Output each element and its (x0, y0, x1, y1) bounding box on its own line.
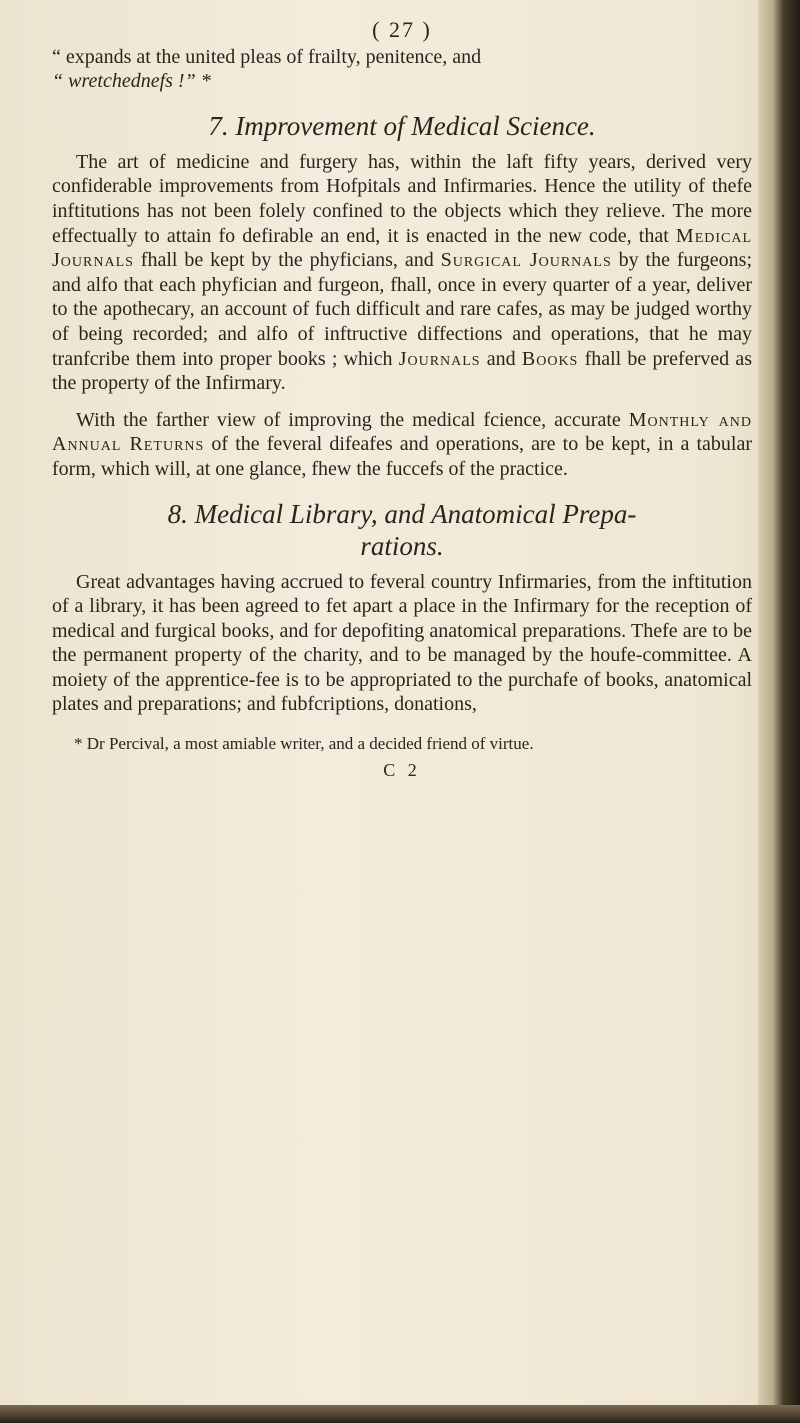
text-run: Medical Journals (52, 224, 753, 272)
signature-mark: C 2 (383, 760, 421, 781)
text-run: Surgical Journals (440, 249, 612, 272)
book-spine-shadow (758, 0, 800, 1423)
footnote: * Dr Percival, a most amiable writer, and a decided friend of virtue. (74, 734, 534, 754)
page-bottom-edge (0, 1405, 800, 1423)
page-content (52, 18, 752, 783)
text-run: Monthly and Annual Returns (52, 408, 752, 456)
quote-line: “ expands at the united pleas of frailty, penitence, and (52, 45, 482, 68)
text-run: fhall be kept by the phyficians, and (133, 249, 441, 272)
paragraph: Great advantages having accrued to feveral country Infirmaries, from the inftitution of a library, it has been agreed to fet apart a place in the Infirmary for the reception of medical and furgical books, and for depofiting anatomical preparations. Thefe are to be the permanent property of the charity, and to be managed by the houfe-committee. A moiety of the apprentice-fee is to be appropriated to the purchafe of books, anatomical plates and preparations; and fubfcriptions, donations, (52, 570, 752, 716)
section-heading-7: 7. Improvement of Medical Science. (208, 110, 596, 141)
text-run: of the feveral difeafes and operations, are to be kept, in a tabular form, which will, at one glance, fhew the fuccefs of the practice. (52, 433, 752, 480)
paragraph (52, 150, 752, 396)
heading-line: rations. (360, 530, 444, 561)
quote-line: “ wretchednefs !” * (52, 70, 211, 93)
text-run: by the furgeons; and alfo that each phyfician and furgeon, fhall, once in every quarter of a year, deliver to the apothecary, an account of fuch difficult and rare cafes, as may be judged worthy of being recorded; and alfo of inftructive diffections and operations, that he may tranfcribe them into proper books ; which (52, 249, 753, 370)
text-run: With the farther view of improving the medical fcience, accurate (76, 408, 629, 431)
page-number: ( 27 ) (372, 17, 432, 42)
text-run: Journals (398, 347, 481, 370)
section-heading-8 (52, 498, 752, 562)
text-run: Books (521, 347, 579, 370)
text-run: fhall be preferved as the property of the Infirmary. (52, 347, 752, 395)
paragraph (52, 408, 752, 482)
heading-line: 8. Medical Library, and Anatomical Prepa- (167, 498, 637, 529)
text-run: and (480, 347, 522, 370)
text-run: The art of medicine and furgery has, within the laft fifty years, derived very confiderable improvements from Hofpitals and Infirmaries. Hence the utility of thefe inftitutions has not been folely confined to the objects which they relieve. The more effectually to attain fo defirable an end, it is enacted in the new code, that (52, 150, 752, 247)
